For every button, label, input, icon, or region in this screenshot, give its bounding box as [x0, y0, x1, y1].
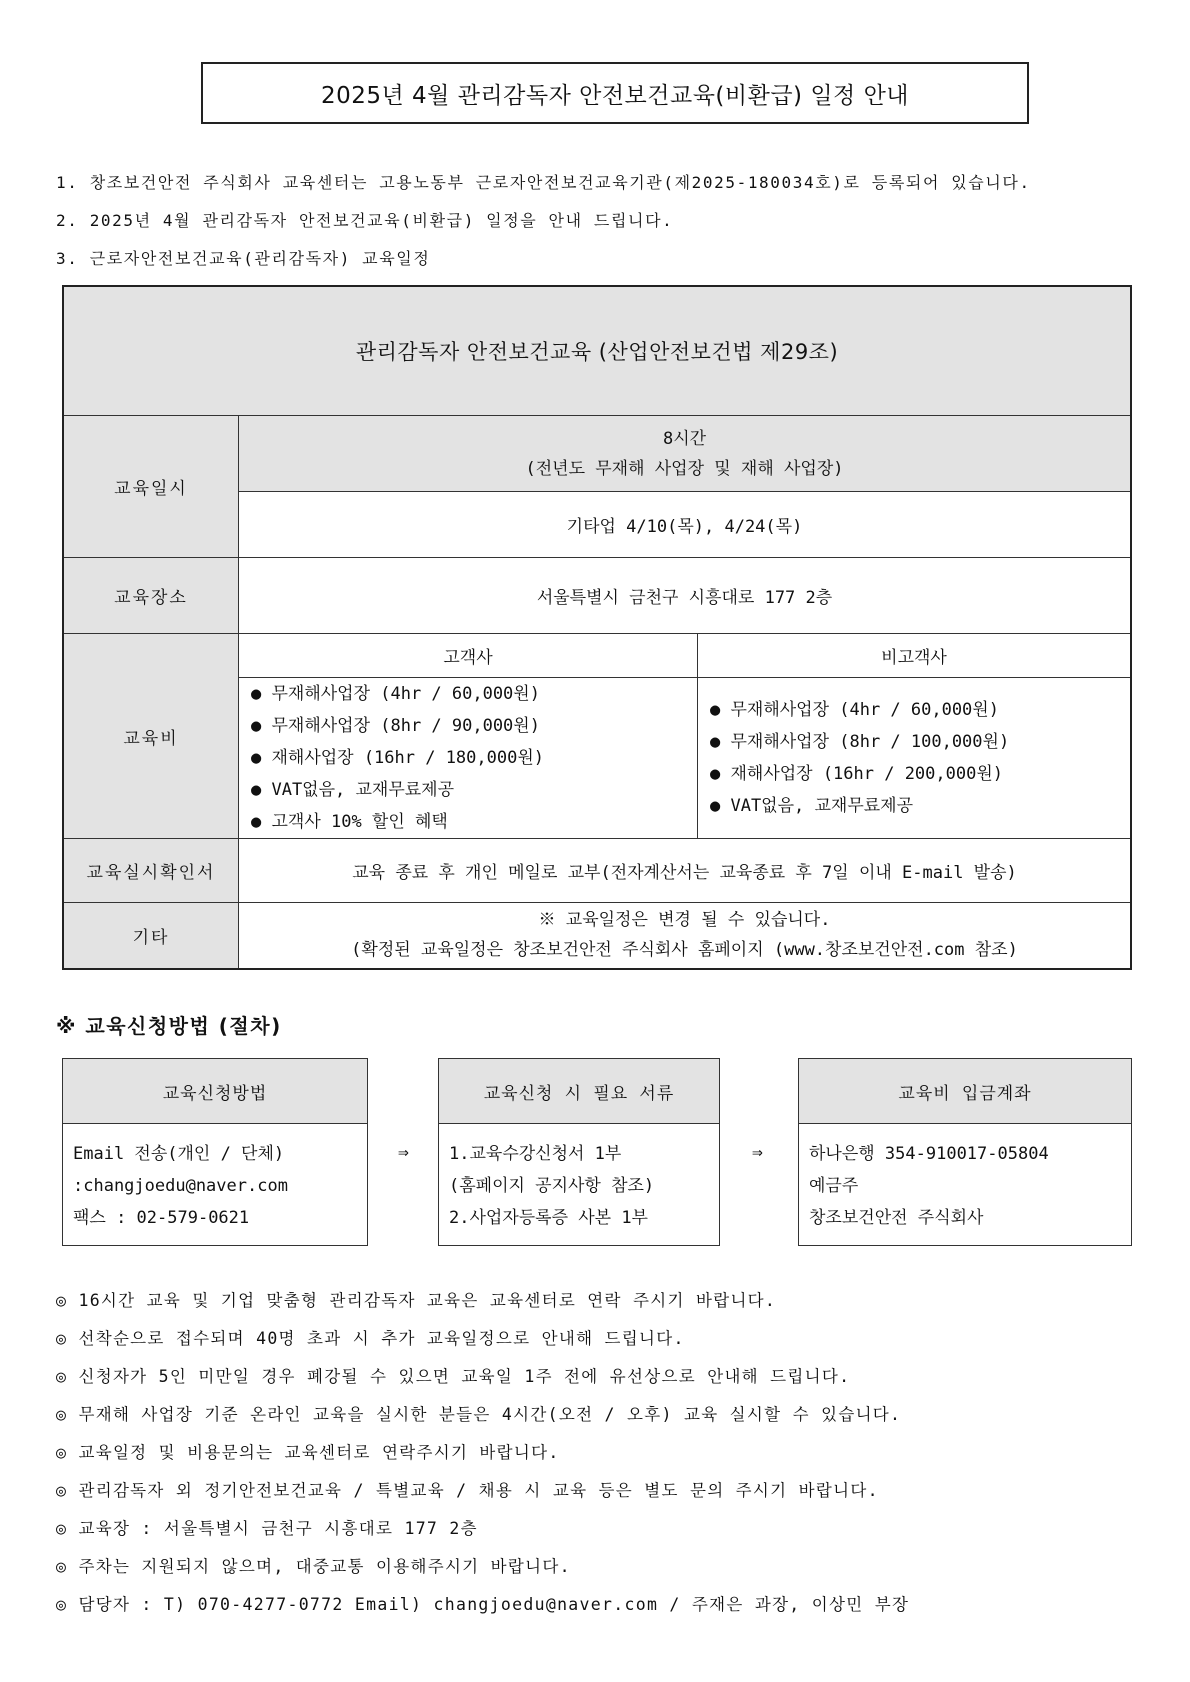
procedure-step-heading: 교육신청방법 [63, 1059, 367, 1124]
schedule-label: 교육일시 [63, 416, 239, 558]
procedure-line: 2.사업자등록증 사본 1부 [449, 1208, 648, 1228]
procedure-line: 예금주 [809, 1176, 859, 1196]
intro-line-3: 3. 근로자안전보건교육(관리감독자) 교육일정 [56, 249, 431, 268]
notes-list [56, 1282, 909, 1624]
schedule-dates: 기타업 4/10(목), 4/24(목) [239, 492, 1132, 558]
procedure-line: 팩스 : 02-579-0621 [73, 1208, 250, 1228]
table-header: 관리감독자 안전보건교육 (산업안전보건법 제29조) [63, 286, 1131, 416]
arrow-icon: ⇒ [398, 1142, 409, 1163]
procedure-line: :changjoedu@naver.com [73, 1176, 288, 1196]
procedure-line: 하나은행 354-910017-05804 [809, 1144, 1049, 1164]
etc-label: 기타 [63, 903, 239, 969]
etc-line-2: (확정된 교육일정은 창조보건안전 주식회사 홈페이지 (www.창조보건안전.com 참조) [351, 940, 1018, 961]
intro-line-2: 2. 2025년 4월 관리감독자 안전보건교육(비환급) 일정을 안내 드립니다. [56, 211, 674, 230]
note-item: ◎ 신청자가 5인 미만일 경우 폐강될 수 있으면 교육일 1주 전에 유선상으로 안내해 드립니다. [56, 1367, 851, 1386]
note-item: ◎ 관리감독자 외 정기안전보건교육 / 특별교육 / 채용 시 교육 등은 별도 문의 주시기 바랍니다. [56, 1481, 879, 1500]
procedure-line: Email 전송(개인 / 단체) [73, 1144, 285, 1164]
location-label: 교육장소 [63, 558, 239, 634]
list-item: ● 무재해사업장 (8hr / 100,000원) [710, 732, 1010, 752]
procedure-step-method [62, 1058, 368, 1246]
fee-label: 교육비 [63, 634, 239, 839]
list-item: ● 무재해사업장 (8hr / 90,000원) [251, 716, 540, 736]
procedure-line: 1.교육수강신청서 1부 [449, 1144, 622, 1164]
customer-fee-list [239, 678, 698, 839]
location-value: 서울특별시 금천구 시흥대로 177 2층 [239, 558, 1132, 634]
note-item: ◎ 주차는 지원되지 않으며, 대중교통 이용해주시기 바랍니다. [56, 1557, 571, 1576]
list-item: ● 재해사업장 (16hr / 180,000원) [251, 748, 544, 768]
list-item: ● 재해사업장 (16hr / 200,000원) [710, 764, 1003, 784]
document-title: 2025년 4월 관리감독자 안전보건교육(비환급) 일정 안내 [201, 62, 1029, 124]
note-item: ◎ 교육장 : 서울특별시 금천구 시흥대로 177 2층 [56, 1519, 478, 1538]
non-customer-fee-list [698, 678, 1132, 839]
procedure-title: ※ 교육신청방법 (절차) [56, 1014, 282, 1038]
non-customer-heading: 비고객사 [698, 634, 1132, 678]
procedure-step-documents [438, 1058, 720, 1246]
procedure-step-account [798, 1058, 1132, 1246]
schedule-hours: 8시간 [662, 428, 707, 449]
customer-heading: 고객사 [239, 634, 698, 678]
note-item: ◎ 무재해 사업장 기준 온라인 교육을 실시한 분들은 4시간(오전 / 오후) 교육 실시할 수 있습니다. [56, 1405, 902, 1424]
note-item: ◎ 선착순으로 접수되며 40명 초과 시 추가 교육일정으로 안내해 드립니다. [56, 1329, 685, 1348]
note-item: ◎ 교육일정 및 비용문의는 교육센터로 연락주시기 바랍니다. [56, 1443, 560, 1462]
note-item: ◎ 담당자 : T) 070-4277-0772 Email) changjoedu@naver.com / 주재은 과장, 이상민 부장 [56, 1595, 910, 1614]
procedure-line: (홈페이지 공지사항 참조) [449, 1176, 655, 1196]
schedule-hours-cell [239, 416, 1132, 492]
schedule-scope: (전년도 무재해 사업장 및 재해 사업장) [525, 458, 844, 479]
intro-line-1: 1. 창조보건안전 주식회사 교육센터는 고용노동부 근로자안전보건교육기관(제2025-180034호)로 등록되어 있습니다. [56, 173, 1031, 192]
certificate-value: 교육 종료 후 개인 메일로 교부(전자계산서는 교육종료 후 7일 이내 E-mail 발송) [239, 839, 1132, 903]
list-item: ● VAT없음, 교재무료제공 [710, 796, 914, 816]
etc-line-1: ※ 교육일정은 변경 될 수 있습니다. [538, 910, 831, 931]
procedure-step-heading: 교육신청 시 필요 서류 [439, 1059, 719, 1124]
procedure-step-heading: 교육비 입금계좌 [799, 1059, 1131, 1124]
etc-value [239, 903, 1132, 969]
list-item: ● 무재해사업장 (4hr / 60,000원) [251, 684, 540, 704]
list-item: ● 고객사 10% 할인 혜택 [251, 812, 448, 832]
certificate-label: 교육실시확인서 [63, 839, 239, 903]
list-item: ● 무재해사업장 (4hr / 60,000원) [710, 700, 999, 720]
note-item: ◎ 16시간 교육 및 기업 맞춤형 관리감독자 교육은 교육센터로 연락 주시기 바랍니다. [56, 1291, 777, 1310]
list-item: ● VAT없음, 교재무료제공 [251, 780, 455, 800]
procedure-line: 창조보건안전 주식회사 [809, 1208, 984, 1228]
arrow-icon: ⇒ [752, 1142, 763, 1163]
schedule-table [62, 285, 1132, 970]
